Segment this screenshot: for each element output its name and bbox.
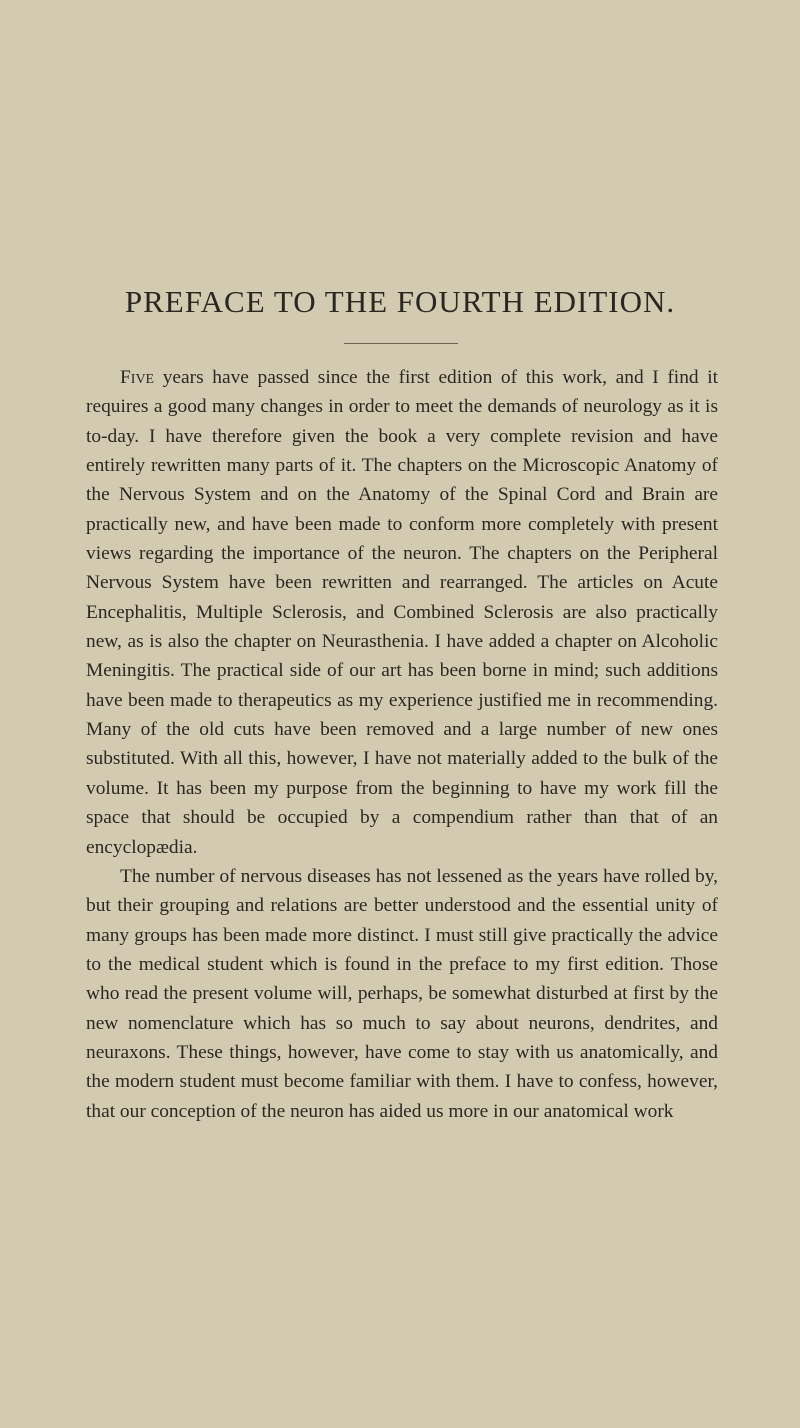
page-title: PREFACE TO THE FOURTH EDITION.	[124, 284, 676, 319]
paragraph-2: The number of nervous diseases has not lessened as the years have rolled by, but their grouping and relations are better understood and the essential unity of many groups has been made more distinct. I must still give practically the advice to the medical student which is found in the preface to my first edition. Those who read the present volume will, perhaps, be somewhat disturbed at first by the new nomenclature which has so much to say about neurons, dendrites, and neuraxons. These things, however, have come to stay with us anatomically, and the modern student must become familiar with them. I have to confess, however, that our conception of the neuron has aided us more in our anatomical work	[86, 865, 718, 1122]
paragraph-1-text: years have passed since the first edition of this work, and I find it requires a good many changes in order to meet the demands of neurology as it is to-day. I have therefore given the book a very complete revision and have entirely rewritten many parts of it. The chapters on the Microscopic Anatomy of the Nervous System and on the Anatomy of the Spinal Cord and Brain are practically new, and have been made to conform more completely with present views regarding the importance of the neuron. The chapters on the Peripheral Nervous System have been rewritten and rearranged. The articles on Acute Encephalitis, Multiple Sclerosis, and Combined Sclerosis are also practically new, as is also the chapter on Neurasthenia. I have added a chapter on Alcoholic Meningitis. The practical side of our art has been borne in mind; such additions have been made to therapeutics as my experience justified me in recommending. Many of the old cuts have been removed and a large number of new ones substituted. With all this, however, I have not materially added to the bulk of the volume. It has been my purpose from the beginning to have my work fill the space that should be occupied by a compendium rather than that of an encyclopædia.	[86, 367, 718, 858]
title-divider	[344, 343, 458, 344]
preface-body	[86, 363, 718, 1126]
paragraph-1	[86, 363, 718, 862]
paragraph-1-lead: Five	[120, 367, 155, 388]
